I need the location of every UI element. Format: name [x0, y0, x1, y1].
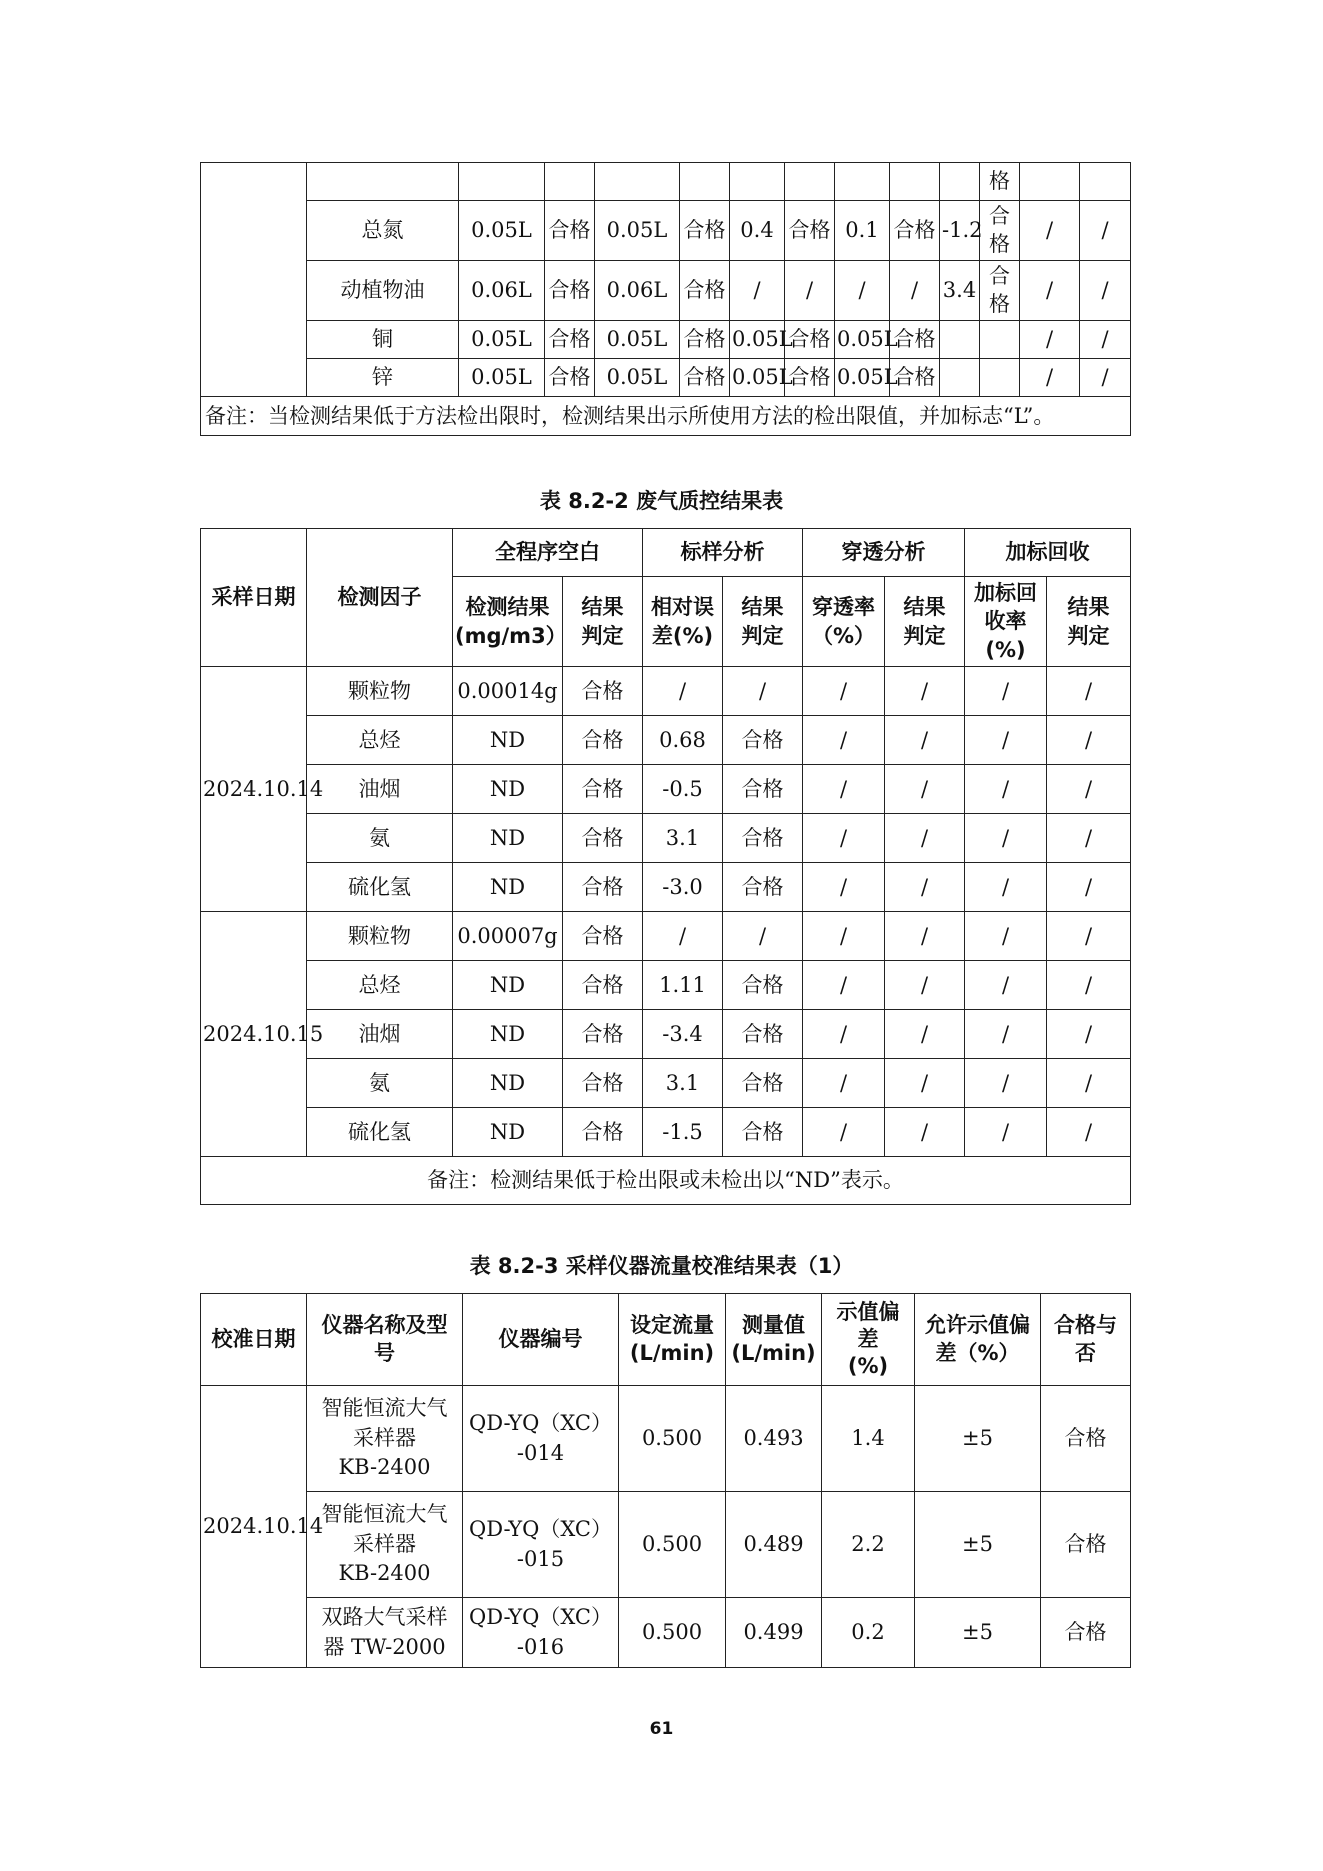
table-cell: [835, 163, 890, 201]
table-cell: /: [1047, 765, 1131, 814]
table-cell: ND: [453, 814, 563, 863]
table-cell: /: [965, 1108, 1047, 1157]
table-cell: /: [965, 814, 1047, 863]
table-row: [201, 1108, 1131, 1157]
table-cell: /: [965, 667, 1047, 716]
header-cell: 设定流量 (L/min): [619, 1294, 726, 1386]
table-cell: 1.11: [643, 961, 723, 1010]
table2-caption: 表 8.2-2 废气质控结果表: [539, 489, 784, 513]
table-cell: /: [803, 765, 885, 814]
table-cell: 合格: [563, 961, 643, 1010]
subheader-cell: 结果 判定: [885, 577, 965, 667]
table-cell: /: [965, 961, 1047, 1010]
table-cell: [1080, 163, 1131, 201]
table-cell: 合 格: [980, 201, 1020, 261]
calibration-date: 2024.10.14: [201, 1386, 307, 1668]
table-row: [201, 765, 1131, 814]
table-cell: [940, 321, 980, 359]
table2-note: 备注：检测结果低于检出限或未检出以“ND”表示。: [201, 1157, 1131, 1205]
table-cell: /: [643, 912, 723, 961]
table-cell: 0.05L: [835, 359, 890, 397]
table-row: [201, 814, 1131, 863]
table-cell: [980, 359, 1020, 397]
header-cell: 仪器名称及型 号: [307, 1294, 463, 1386]
table-cell: /: [890, 261, 940, 321]
table-cell: ND: [453, 716, 563, 765]
table-cell: 合格: [723, 1108, 803, 1157]
table-row: [201, 261, 1131, 321]
table-cell: [980, 321, 1020, 359]
table-cell: /: [1020, 359, 1080, 397]
table-cell: 0.68: [643, 716, 723, 765]
table-cell: /: [1020, 321, 1080, 359]
table-cell: /: [803, 961, 885, 1010]
table-cell: ND: [453, 1059, 563, 1108]
table-cell: -3.0: [643, 863, 723, 912]
table-cell: 3.1: [643, 814, 723, 863]
table-cell: 合格: [723, 1010, 803, 1059]
table-cell: 0.05L: [595, 359, 680, 397]
instrument-measured: 0.499: [726, 1598, 822, 1668]
table-cell: 合格: [545, 201, 595, 261]
table-cell: /: [885, 863, 965, 912]
table-cell: 3.4: [940, 261, 980, 321]
table-cell: 0.4: [730, 201, 785, 261]
test-factor: 油烟: [307, 765, 453, 814]
table-cell: /: [885, 1010, 965, 1059]
table-cell: /: [1047, 814, 1131, 863]
table-cell: /: [803, 912, 885, 961]
subheader-cell: 结果 判定: [723, 577, 803, 667]
page-number: 61: [649, 1719, 674, 1739]
instrument-dev: 1.4: [822, 1386, 915, 1492]
table-cell: 合格: [563, 814, 643, 863]
table-cell: /: [885, 1059, 965, 1108]
table-cell: 合格: [723, 716, 803, 765]
table-cell: 合格: [563, 863, 643, 912]
table-cell: [680, 163, 730, 201]
table-cell: /: [723, 912, 803, 961]
table-cell: /: [803, 1010, 885, 1059]
table-cell: ND: [453, 961, 563, 1010]
instrument-code: QD-YQ（XC） -014: [463, 1386, 619, 1492]
table-cell: 合格: [785, 321, 835, 359]
table3-caption: 表 8.2-3 采样仪器流量校准结果表（1）: [469, 1254, 854, 1278]
table-cell: /: [965, 863, 1047, 912]
header-spike-recovery: 加标回收: [965, 529, 1131, 577]
table-cell: ND: [453, 1010, 563, 1059]
table-cell: /: [723, 667, 803, 716]
instrument-set: 0.500: [619, 1492, 726, 1598]
table-cell: [1020, 163, 1080, 201]
table-row: [201, 163, 1131, 201]
table-cell: 合格: [563, 1108, 643, 1157]
table-cell: 合格: [680, 261, 730, 321]
header-cell: 合格与 否: [1041, 1294, 1131, 1386]
table-cell: 合格: [545, 321, 595, 359]
table-row: [201, 863, 1131, 912]
table-row: [201, 961, 1131, 1010]
table-cell: /: [803, 814, 885, 863]
category-cell: [201, 163, 307, 397]
header-full-blank: 全程序空白: [453, 529, 643, 577]
table-cell: /: [1047, 1108, 1131, 1157]
instrument-allow: ±5: [915, 1598, 1041, 1668]
table-row: [201, 1492, 1131, 1598]
subheader-cell: 穿透率 （%）: [803, 577, 885, 667]
table-cell: [940, 359, 980, 397]
table-cell: /: [643, 667, 723, 716]
subheader-cell: 检测结果 (mg/m3）: [453, 577, 563, 667]
table-cell: /: [1020, 261, 1080, 321]
table-cell: /: [1047, 1059, 1131, 1108]
water-qc-table-continued: [200, 162, 1131, 436]
table-cell: ND: [453, 765, 563, 814]
table-cell: 合 格: [980, 261, 1020, 321]
table-row: [201, 359, 1131, 397]
test-item: 铜: [307, 321, 459, 359]
table-cell: /: [803, 716, 885, 765]
instrument-measured: 0.489: [726, 1492, 822, 1598]
table-cell: 合格: [723, 814, 803, 863]
table-cell: /: [1080, 359, 1131, 397]
table-row: [201, 667, 1131, 716]
table-row: [201, 716, 1131, 765]
table-cell: 0.05L: [595, 321, 680, 359]
table-cell: 合格: [545, 359, 595, 397]
table-cell: /: [730, 261, 785, 321]
header-sampling-date: 采样日期: [201, 529, 307, 667]
instrument-name: 智能恒流大气 采样器 KB-2400: [307, 1492, 463, 1598]
header-cell: 测量值 (L/min): [726, 1294, 822, 1386]
table-cell: [785, 163, 835, 201]
test-item: 总氮: [307, 201, 459, 261]
table-cell: /: [803, 1059, 885, 1108]
test-factor: 颗粒物: [307, 667, 453, 716]
table-cell: -3.4: [643, 1010, 723, 1059]
table-cell: 合格: [890, 359, 940, 397]
header-cell: 示值偏 差 (%): [822, 1294, 915, 1386]
test-factor: 硫化氢: [307, 863, 453, 912]
table-cell: 0.1: [835, 201, 890, 261]
table-cell: 0.06L: [459, 261, 545, 321]
table-cell: 0.05L: [595, 201, 680, 261]
flow-calibration-table: [200, 1293, 1131, 1668]
instrument-measured: 0.493: [726, 1386, 822, 1492]
table-cell: 格: [980, 163, 1020, 201]
test-factor: 氨: [307, 814, 453, 863]
test-factor: 硫化氢: [307, 1108, 453, 1157]
table-cell: [459, 163, 545, 201]
table-cell: /: [965, 765, 1047, 814]
table-cell: 0.00014g: [453, 667, 563, 716]
table-cell: 合格: [785, 201, 835, 261]
table-cell: 3.1: [643, 1059, 723, 1108]
instrument-set: 0.500: [619, 1598, 726, 1668]
header-cell: 允许示值偏 差（%）: [915, 1294, 1041, 1386]
test-item: 锌: [307, 359, 459, 397]
table-cell: /: [803, 1108, 885, 1157]
test-factor: 油烟: [307, 1010, 453, 1059]
table-cell: 0.00007g: [453, 912, 563, 961]
instrument-code: QD-YQ（XC） -015: [463, 1492, 619, 1598]
table-cell: ND: [453, 1108, 563, 1157]
table-cell: [545, 163, 595, 201]
sampling-date: 2024.10.15: [201, 912, 307, 1157]
table-cell: /: [803, 863, 885, 912]
table-cell: [940, 163, 980, 201]
subheader-cell: 结果 判定: [563, 577, 643, 667]
header-penetration-analysis: 穿透分析: [803, 529, 965, 577]
instrument-name: 智能恒流大气 采样器 KB-2400: [307, 1386, 463, 1492]
instrument-set: 0.500: [619, 1386, 726, 1492]
test-factor: 总烃: [307, 716, 453, 765]
table-cell: 合格: [723, 765, 803, 814]
table-cell: 合格: [563, 1010, 643, 1059]
instrument-result: 合格: [1041, 1492, 1131, 1598]
table-row: [201, 1010, 1131, 1059]
table-cell: -1.5: [643, 1108, 723, 1157]
table-cell: [595, 163, 680, 201]
subheader-cell: 相对误 差(%): [643, 577, 723, 667]
instrument-result: 合格: [1041, 1598, 1131, 1668]
table-cell: 合格: [563, 667, 643, 716]
test-factor: 氨: [307, 1059, 453, 1108]
subheader-cell: 加标回 收率 (%): [965, 577, 1047, 667]
instrument-allow: ±5: [915, 1492, 1041, 1598]
table-cell: 0.05L: [459, 321, 545, 359]
table-cell: /: [885, 1108, 965, 1157]
table-cell: /: [965, 1010, 1047, 1059]
table-row: [201, 201, 1131, 261]
table1-note: 备注：当检测结果低于方法检出限时，检测结果出示所使用方法的检出限值，并加标志“L”。: [201, 397, 1131, 436]
table-cell: ND: [453, 863, 563, 912]
instrument-allow: ±5: [915, 1386, 1041, 1492]
table-cell: /: [965, 912, 1047, 961]
sampling-date: 2024.10.14: [201, 667, 307, 912]
table-cell: 0.05L: [730, 359, 785, 397]
table-cell: 合格: [890, 201, 940, 261]
table-row: [201, 1386, 1131, 1492]
table-cell: /: [885, 716, 965, 765]
subheader-cell: 结果 判定: [1047, 577, 1131, 667]
table-cell: /: [785, 261, 835, 321]
header-standard-analysis: 标样分析: [643, 529, 803, 577]
table-cell: 合格: [563, 912, 643, 961]
table-cell: [890, 163, 940, 201]
table-cell: /: [885, 961, 965, 1010]
table-cell: /: [803, 667, 885, 716]
table-cell: 合格: [723, 863, 803, 912]
table-cell: 合格: [723, 961, 803, 1010]
table-cell: /: [885, 912, 965, 961]
test-factor: 总烃: [307, 961, 453, 1010]
table-cell: 0.06L: [595, 261, 680, 321]
test-factor: 颗粒物: [307, 912, 453, 961]
table-cell: 0.05L: [459, 359, 545, 397]
header-cell: 校准日期: [201, 1294, 307, 1386]
instrument-name: 双路大气采样 器 TW-2000: [307, 1598, 463, 1668]
table-cell: /: [965, 1059, 1047, 1108]
instrument-dev: 0.2: [822, 1598, 915, 1668]
instrument-dev: 2.2: [822, 1492, 915, 1598]
table-cell: /: [885, 765, 965, 814]
table-row: [201, 912, 1131, 961]
header-test-factor: 检测因子: [307, 529, 453, 667]
table-cell: 合格: [680, 201, 730, 261]
table-cell: 合格: [563, 1059, 643, 1108]
table-cell: /: [1047, 716, 1131, 765]
table-cell: [730, 163, 785, 201]
table-cell: 0.05L: [730, 321, 785, 359]
table-row: [201, 1059, 1131, 1108]
exhaust-gas-qc-table: [200, 528, 1131, 1205]
table-cell: /: [1080, 321, 1131, 359]
table-cell: 合格: [545, 261, 595, 321]
table-cell: /: [1047, 961, 1131, 1010]
table-cell: 合格: [680, 321, 730, 359]
table-cell: -1.2: [940, 201, 980, 261]
table-cell: /: [1020, 201, 1080, 261]
table-cell: 合格: [723, 1059, 803, 1108]
table-cell: -0.5: [643, 765, 723, 814]
test-item: 动植物油: [307, 261, 459, 321]
table-cell: /: [885, 814, 965, 863]
table-cell: 合格: [890, 321, 940, 359]
table-cell: /: [1047, 1010, 1131, 1059]
table-cell: /: [885, 667, 965, 716]
instrument-code: QD-YQ（XC） -016: [463, 1598, 619, 1668]
table-cell: /: [1080, 261, 1131, 321]
table-cell: /: [835, 261, 890, 321]
table-cell: 合格: [785, 359, 835, 397]
table-cell: /: [1047, 863, 1131, 912]
table-row: [201, 1598, 1131, 1668]
table-cell: /: [965, 716, 1047, 765]
instrument-result: 合格: [1041, 1386, 1131, 1492]
table-cell: /: [1080, 201, 1131, 261]
table-cell: 0.05L: [459, 201, 545, 261]
table-cell: /: [1047, 667, 1131, 716]
header-cell: 仪器编号: [463, 1294, 619, 1386]
table-cell: 0.05L: [835, 321, 890, 359]
table-cell: 合格: [563, 765, 643, 814]
table-cell: 合格: [563, 716, 643, 765]
table-cell: /: [1047, 912, 1131, 961]
table-cell: 合格: [680, 359, 730, 397]
test-item: [307, 163, 459, 201]
table-row: [201, 321, 1131, 359]
